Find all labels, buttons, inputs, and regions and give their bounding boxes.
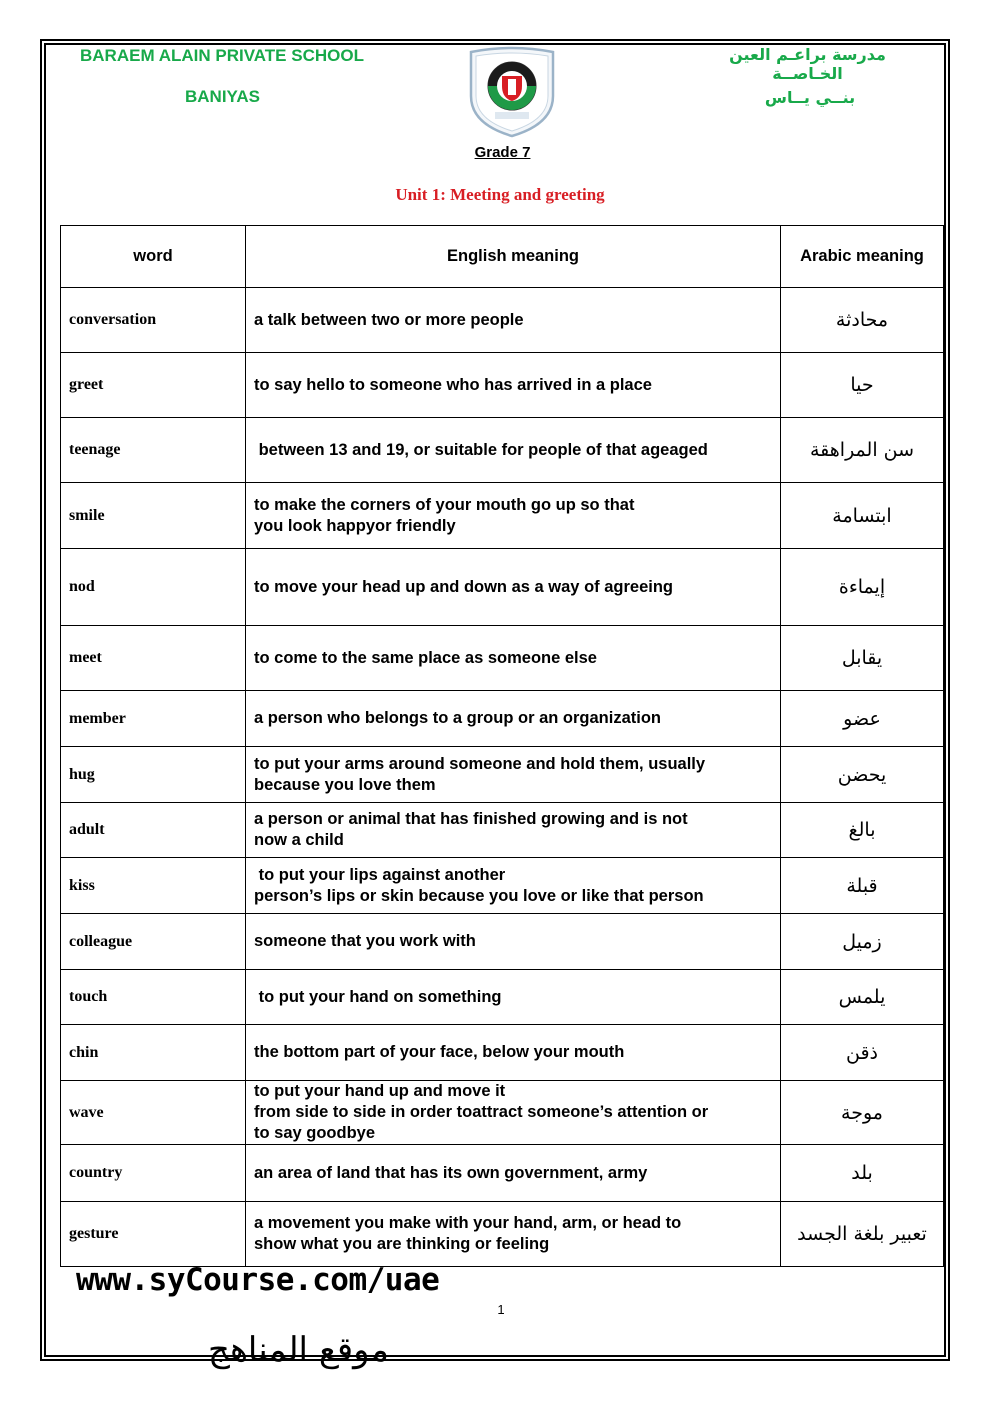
table-row: [61, 691, 944, 747]
english-meaning-cell: an area of land that has its own government, army: [246, 1145, 781, 1202]
arabic-meaning-cell: عضو: [781, 691, 944, 747]
english-meaning-cell: someone that you work with: [246, 914, 781, 970]
english-meaning-cell: to put your hand on something: [246, 970, 781, 1025]
word-cell: teenage: [61, 418, 246, 483]
table-row: [61, 288, 944, 353]
table-row: [61, 970, 944, 1025]
arabic-meaning-cell: يلمس: [781, 970, 944, 1025]
english-meaning-cell: a person or animal that has finished growing and is not now a child: [246, 803, 781, 858]
table-row: [61, 1025, 944, 1081]
school-name-ar: مدرسة براعـم العين الخـاصــة: [729, 45, 886, 83]
english-meaning-cell: to put your lips against another person’s lips or skin because you love or like that person: [246, 858, 781, 914]
word-cell: smile: [61, 483, 246, 549]
watermark-site-url: www.syCourse.com/uae: [76, 1262, 440, 1298]
word-cell: touch: [61, 970, 246, 1025]
english-meaning-cell: to come to the same place as someone else: [246, 626, 781, 691]
table-row: [61, 549, 944, 626]
table-row: [61, 626, 944, 691]
grade-title: Grade 7: [474, 144, 531, 161]
city-name-ar: بنــي يــاس: [764, 88, 856, 107]
vocabulary-table: [60, 225, 944, 1267]
table-row: [61, 858, 944, 914]
school-name-en: BARAEM ALAIN PRIVATE SCHOOL: [80, 46, 364, 65]
page-number: 1: [497, 1302, 505, 1317]
english-meaning-cell: between 13 and 19, or suitable for people of that ageaged: [246, 418, 781, 483]
word-cell: member: [61, 691, 246, 747]
word-cell: colleague: [61, 914, 246, 970]
table-row: [61, 1202, 944, 1267]
word-cell: greet: [61, 353, 246, 418]
header-word: word: [61, 226, 246, 288]
city-name-en: BANIYAS: [185, 87, 260, 106]
arabic-meaning-cell: محادثة: [781, 288, 944, 353]
arabic-meaning-cell: ابتسامة: [781, 483, 944, 549]
word-cell: meet: [61, 626, 246, 691]
arabic-meaning-cell: يقابل: [781, 626, 944, 691]
english-meaning-cell: to put your arms around someone and hold them, usually because you love them: [246, 747, 781, 803]
header-english-meaning: English meaning: [246, 226, 781, 288]
school-logo-icon: [465, 46, 559, 138]
arabic-meaning-cell: زميل: [781, 914, 944, 970]
word-cell: nod: [61, 549, 246, 626]
arabic-meaning-cell: ذقن: [781, 1025, 944, 1081]
english-meaning-cell: to make the corners of your mouth go up so that you look happyor friendly: [246, 483, 781, 549]
arabic-meaning-cell: إيماءة: [781, 549, 944, 626]
english-meaning-cell: a talk between two or more people: [246, 288, 781, 353]
english-meaning-cell: to move your head up and down as a way of agreeing: [246, 549, 781, 626]
arabic-meaning-cell: تعبير بلغة الجسد: [781, 1202, 944, 1267]
arabic-meaning-cell: بالغ: [781, 803, 944, 858]
arabic-meaning-cell: سن المراهقة: [781, 418, 944, 483]
arabic-meaning-cell: يحضن: [781, 747, 944, 803]
arabic-meaning-cell: حيا: [781, 353, 944, 418]
watermark-site-name-ar: موقع المناهج: [208, 1330, 389, 1370]
unit-title: Unit 1: Meeting and greeting: [395, 185, 605, 204]
word-cell: adult: [61, 803, 246, 858]
table-row: [61, 914, 944, 970]
word-cell: country: [61, 1145, 246, 1202]
word-cell: chin: [61, 1025, 246, 1081]
arabic-meaning-cell: قبلة: [781, 858, 944, 914]
arabic-meaning-cell: موجة: [781, 1081, 944, 1145]
word-cell: hug: [61, 747, 246, 803]
english-meaning-cell: the bottom part of your face, below your mouth: [246, 1025, 781, 1081]
english-meaning-cell: a person who belongs to a group or an organization: [246, 691, 781, 747]
table-row: [61, 418, 944, 483]
english-meaning-cell: to say hello to someone who has arrived in a place: [246, 353, 781, 418]
table-row: [61, 353, 944, 418]
word-cell: wave: [61, 1081, 246, 1145]
table-row: [61, 803, 944, 858]
english-meaning-cell: to put your hand up and move it from side to side in order toattract someone’s attention or to say goodbye: [246, 1081, 781, 1145]
english-meaning-cell: a movement you make with your hand, arm, or head to show what you are thinking or feeling: [246, 1202, 781, 1267]
table-row: [61, 747, 944, 803]
word-cell: gesture: [61, 1202, 246, 1267]
table-header-row: [61, 226, 944, 288]
table-row: [61, 1145, 944, 1202]
arabic-meaning-cell: بلد: [781, 1145, 944, 1202]
header-arabic-meaning: Arabic meaning: [781, 226, 944, 288]
word-cell: kiss: [61, 858, 246, 914]
word-cell: conversation: [61, 288, 246, 353]
table-row: [61, 1081, 944, 1145]
table-row: [61, 483, 944, 549]
